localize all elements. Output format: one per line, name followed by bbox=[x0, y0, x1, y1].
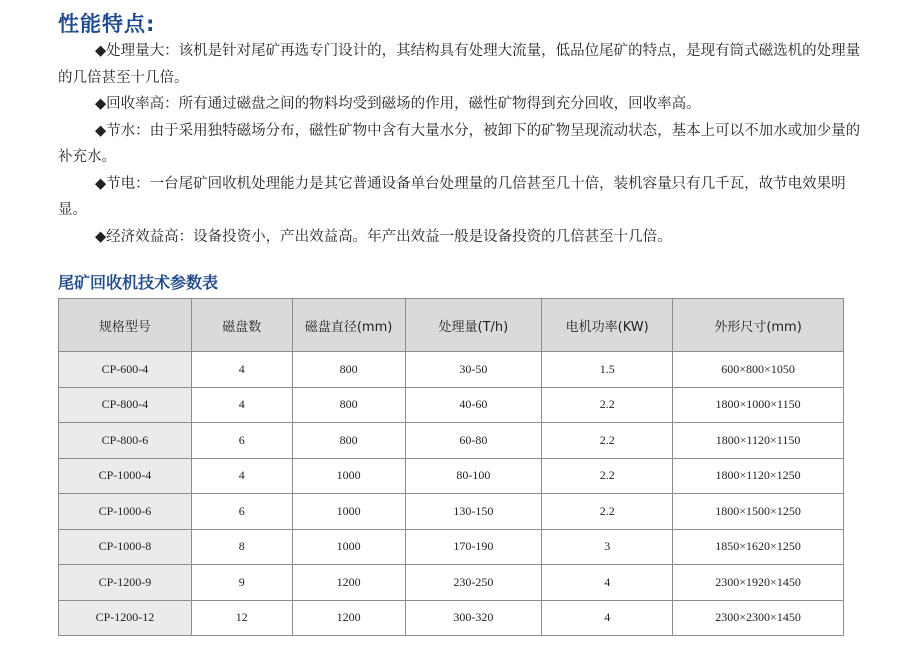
cell-dimensions: 1800×1120×1150 bbox=[673, 423, 844, 459]
cell-motor-power: 3 bbox=[542, 529, 673, 565]
cell-model: CP-800-6 bbox=[59, 423, 192, 459]
cell-dimensions: 2300×1920×1450 bbox=[673, 565, 844, 601]
header-capacity: 处理量(T/h) bbox=[405, 299, 542, 352]
cell-dimensions: 600×800×1050 bbox=[673, 352, 844, 388]
feature-item: ◆回收率高：所有通过磁盘之间的物料均受到磁场的作用，磁性矿物得到充分回收，回收率高。 bbox=[95, 96, 701, 112]
cell-disc-count: 4 bbox=[191, 458, 292, 494]
cell-capacity: 130-150 bbox=[405, 494, 542, 530]
cell-motor-power: 4 bbox=[542, 565, 673, 601]
cell-disc-count: 8 bbox=[191, 529, 292, 565]
table-row bbox=[59, 600, 844, 636]
cell-capacity: 30-50 bbox=[405, 352, 542, 388]
cell-disc-diameter: 1000 bbox=[292, 458, 405, 494]
cell-model: CP-1000-4 bbox=[59, 458, 192, 494]
table-row bbox=[59, 387, 844, 423]
cell-disc-count: 6 bbox=[191, 423, 292, 459]
cell-motor-power: 2.2 bbox=[542, 494, 673, 530]
cell-disc-count: 6 bbox=[191, 494, 292, 530]
cell-disc-count: 12 bbox=[191, 600, 292, 636]
cell-disc-diameter: 800 bbox=[292, 387, 405, 423]
cell-dimensions: 1800×1000×1150 bbox=[673, 387, 844, 423]
features-list bbox=[58, 38, 870, 250]
feature-item: ◆节电：一台尾矿回收机处理能力是其它普通设备单台处理量的几倍甚至几十倍，装机容量只有几千瓦，故节电效果明显。 bbox=[58, 175, 846, 218]
cell-model: CP-800-4 bbox=[59, 387, 192, 423]
header-disc-diameter: 磁盘直径(mm) bbox=[292, 299, 405, 352]
cell-dimensions: 1800×1120×1250 bbox=[673, 458, 844, 494]
cell-dimensions: 2300×2300×1450 bbox=[673, 600, 844, 636]
cell-model: CP-600-4 bbox=[59, 352, 192, 388]
cell-motor-power: 2.2 bbox=[542, 458, 673, 494]
cell-motor-power: 2.2 bbox=[542, 423, 673, 459]
feature-item: ◆处理量大：该机是针对尾矿再选专门设计的，其结构具有处理大流量，低品位尾矿的特点，是现有筒式磁选机的处理量的几倍甚至十几倍。 bbox=[58, 43, 861, 86]
spec-table bbox=[58, 298, 844, 636]
header-disc-count: 磁盘数 bbox=[191, 299, 292, 352]
header-dimensions: 外形尺寸(mm) bbox=[673, 299, 844, 352]
table-row bbox=[59, 494, 844, 530]
cell-model: CP-1200-12 bbox=[59, 600, 192, 636]
cell-motor-power: 4 bbox=[542, 600, 673, 636]
table-title: 尾矿回收机技术参数表 bbox=[58, 273, 219, 292]
table-header-row bbox=[59, 299, 844, 352]
cell-disc-diameter: 1200 bbox=[292, 565, 405, 601]
feature-item: ◆经济效益高：设备投资小，产出效益高。年产出效益一般是设备投资的几倍甚至十几倍。 bbox=[95, 228, 672, 245]
table-row bbox=[59, 423, 844, 459]
cell-capacity: 60-80 bbox=[405, 423, 542, 459]
features-title: 性能特点: bbox=[58, 12, 156, 36]
cell-capacity: 80-100 bbox=[405, 458, 542, 494]
cell-disc-diameter: 800 bbox=[292, 352, 405, 388]
header-motor-power: 电机功率(KW) bbox=[542, 299, 673, 352]
cell-capacity: 300-320 bbox=[405, 600, 542, 636]
table-row bbox=[59, 458, 844, 494]
cell-motor-power: 1.5 bbox=[542, 352, 673, 388]
cell-disc-diameter: 800 bbox=[292, 423, 405, 459]
cell-disc-diameter: 1000 bbox=[292, 494, 405, 530]
cell-capacity: 170-190 bbox=[405, 529, 542, 565]
cell-model: CP-1000-6 bbox=[59, 494, 192, 530]
cell-disc-count: 4 bbox=[191, 387, 292, 423]
cell-disc-count: 4 bbox=[191, 352, 292, 388]
cell-dimensions: 1800×1500×1250 bbox=[673, 494, 844, 530]
cell-motor-power: 2.2 bbox=[542, 387, 673, 423]
cell-model: CP-1200-9 bbox=[59, 565, 192, 601]
cell-disc-diameter: 1000 bbox=[292, 529, 405, 565]
header-model: 规格型号 bbox=[59, 299, 192, 352]
cell-capacity: 40-60 bbox=[405, 387, 542, 423]
table-row bbox=[59, 352, 844, 388]
table-row bbox=[59, 565, 844, 601]
cell-capacity: 230-250 bbox=[405, 565, 542, 601]
cell-disc-diameter: 1200 bbox=[292, 600, 405, 636]
cell-dimensions: 1850×1620×1250 bbox=[673, 529, 844, 565]
cell-disc-count: 9 bbox=[191, 565, 292, 601]
table-row bbox=[59, 529, 844, 565]
cell-model: CP-1000-8 bbox=[59, 529, 192, 565]
feature-item: ◆节水：由于采用独特磁场分布，磁性矿物中含有大量水分，被卸下的矿物呈现流动状态，基本上可以不加水或加少量的补充水。 bbox=[58, 122, 861, 165]
